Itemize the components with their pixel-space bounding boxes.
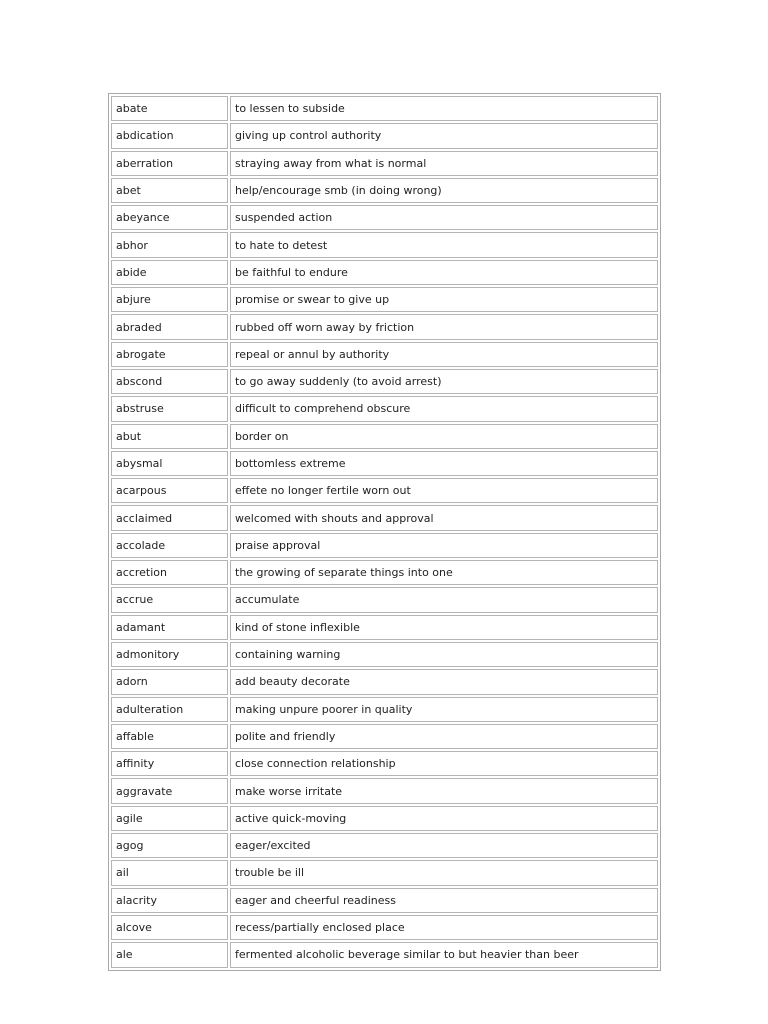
definition-cell: active quick-moving	[230, 806, 658, 831]
table-row	[111, 151, 658, 176]
word-cell: abhor	[111, 232, 228, 257]
table-row	[111, 806, 658, 831]
vocabulary-table-body	[111, 96, 658, 968]
table-row	[111, 533, 658, 558]
word-cell: adulteration	[111, 697, 228, 722]
definition-cell: to go away suddenly (to avoid arrest)	[230, 369, 658, 394]
word-cell: abrogate	[111, 342, 228, 367]
table-row	[111, 123, 658, 148]
word-cell: abeyance	[111, 205, 228, 230]
definition-cell: bottomless extreme	[230, 451, 658, 476]
definition-cell: effete no longer fertile worn out	[230, 478, 658, 503]
table-row	[111, 833, 658, 858]
table-row	[111, 451, 658, 476]
vocabulary-table	[108, 93, 661, 971]
table-row	[111, 642, 658, 667]
word-cell: acclaimed	[111, 505, 228, 530]
table-row	[111, 260, 658, 285]
definition-cell: close connection relationship	[230, 751, 658, 776]
definition-cell: fermented alcoholic beverage similar to but heavier than beer	[230, 942, 658, 967]
table-row	[111, 232, 658, 257]
word-cell: aberration	[111, 151, 228, 176]
definition-cell: the growing of separate things into one	[230, 560, 658, 585]
table-row	[111, 669, 658, 694]
table-row	[111, 915, 658, 940]
table-row	[111, 724, 658, 749]
word-cell: abet	[111, 178, 228, 203]
table-row	[111, 178, 658, 203]
definition-cell: add beauty decorate	[230, 669, 658, 694]
table-row	[111, 342, 658, 367]
word-cell: accretion	[111, 560, 228, 585]
definition-cell: repeal or annul by authority	[230, 342, 658, 367]
table-row	[111, 751, 658, 776]
table-row	[111, 205, 658, 230]
word-cell: affinity	[111, 751, 228, 776]
word-cell: affable	[111, 724, 228, 749]
word-cell: ale	[111, 942, 228, 967]
definition-cell: rubbed off worn away by friction	[230, 314, 658, 339]
definition-cell: trouble be ill	[230, 860, 658, 885]
word-cell: abut	[111, 424, 228, 449]
word-cell: aggravate	[111, 778, 228, 803]
definition-cell: containing warning	[230, 642, 658, 667]
word-cell: abysmal	[111, 451, 228, 476]
word-cell: ail	[111, 860, 228, 885]
table-row	[111, 697, 658, 722]
word-cell: abstruse	[111, 396, 228, 421]
table-row	[111, 942, 658, 967]
word-cell: abjure	[111, 287, 228, 312]
table-row	[111, 424, 658, 449]
table-row	[111, 505, 658, 530]
word-cell: agog	[111, 833, 228, 858]
definition-cell: to lessen to subside	[230, 96, 658, 121]
definition-cell: help/encourage smb (in doing wrong)	[230, 178, 658, 203]
definition-cell: kind of stone inflexible	[230, 615, 658, 640]
definition-cell: welcomed with shouts and approval	[230, 505, 658, 530]
word-cell: adamant	[111, 615, 228, 640]
definition-cell: accumulate	[230, 587, 658, 612]
definition-cell: suspended action	[230, 205, 658, 230]
word-cell: acarpous	[111, 478, 228, 503]
table-row	[111, 560, 658, 585]
definition-cell: making unpure poorer in quality	[230, 697, 658, 722]
word-cell: abide	[111, 260, 228, 285]
table-row	[111, 860, 658, 885]
definition-cell: promise or swear to give up	[230, 287, 658, 312]
table-row	[111, 615, 658, 640]
table-row	[111, 478, 658, 503]
word-cell: alacrity	[111, 888, 228, 913]
word-cell: abscond	[111, 369, 228, 394]
definition-cell: praise approval	[230, 533, 658, 558]
definition-cell: make worse irritate	[230, 778, 658, 803]
word-cell: abraded	[111, 314, 228, 339]
definition-cell: to hate to detest	[230, 232, 658, 257]
table-row	[111, 96, 658, 121]
table-row	[111, 778, 658, 803]
definition-cell: difficult to comprehend obscure	[230, 396, 658, 421]
definition-cell: border on	[230, 424, 658, 449]
definition-cell: be faithful to endure	[230, 260, 658, 285]
definition-cell: giving up control authority	[230, 123, 658, 148]
word-cell: abate	[111, 96, 228, 121]
word-cell: abdication	[111, 123, 228, 148]
table-row	[111, 396, 658, 421]
definition-cell: recess/partially enclosed place	[230, 915, 658, 940]
table-row	[111, 369, 658, 394]
definition-cell: eager and cheerful readiness	[230, 888, 658, 913]
table-row	[111, 888, 658, 913]
table-row	[111, 587, 658, 612]
word-cell: adorn	[111, 669, 228, 694]
word-cell: accolade	[111, 533, 228, 558]
table-row	[111, 314, 658, 339]
word-cell: alcove	[111, 915, 228, 940]
word-cell: admonitory	[111, 642, 228, 667]
word-cell: accrue	[111, 587, 228, 612]
definition-cell: eager/excited	[230, 833, 658, 858]
word-cell: agile	[111, 806, 228, 831]
definition-cell: polite and friendly	[230, 724, 658, 749]
definition-cell: straying away from what is normal	[230, 151, 658, 176]
table-row	[111, 287, 658, 312]
